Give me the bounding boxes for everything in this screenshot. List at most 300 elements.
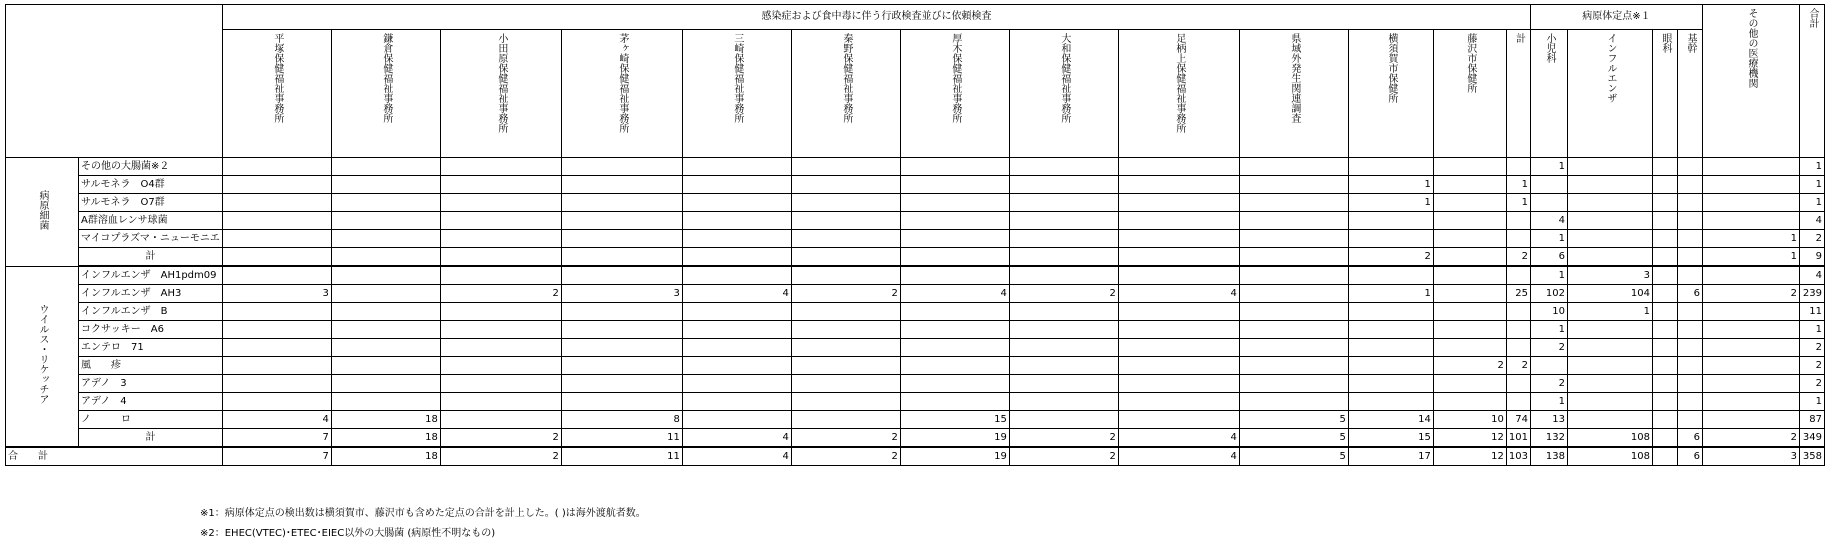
table-cell bbox=[1239, 212, 1348, 230]
table-cell bbox=[682, 411, 791, 429]
table-row bbox=[6, 375, 1825, 393]
table-cell: 2 bbox=[440, 429, 561, 448]
table-cell bbox=[1506, 375, 1530, 393]
table-cell bbox=[1009, 212, 1118, 230]
table-cell: 3 bbox=[1703, 447, 1800, 466]
group-header-admin-tests: 感染症および食中毒に伴う行政検査並びに依頼検査 bbox=[222, 5, 1530, 30]
table-cell: 2 bbox=[1531, 339, 1568, 357]
table-row bbox=[6, 303, 1825, 321]
table-cell bbox=[1703, 194, 1800, 212]
table-cell bbox=[561, 303, 682, 321]
table-cell bbox=[1239, 303, 1348, 321]
table-cell bbox=[1703, 303, 1800, 321]
table-cell bbox=[331, 212, 440, 230]
table-cell: 4 bbox=[1800, 212, 1825, 230]
table-cell bbox=[1653, 248, 1678, 267]
table-cell bbox=[1348, 158, 1433, 176]
table-cell bbox=[331, 285, 440, 303]
table-cell: 2 bbox=[1800, 230, 1825, 248]
table-cell: 6 bbox=[1678, 285, 1703, 303]
table-cell bbox=[1433, 230, 1506, 248]
row-label: エンテロ 71 bbox=[79, 339, 223, 357]
table-cell bbox=[900, 303, 1009, 321]
column-header: 足柄上保健福祉事務所 bbox=[1118, 30, 1239, 158]
table-row bbox=[6, 194, 1825, 212]
table-cell: 2 bbox=[791, 285, 900, 303]
table-cell: 8 bbox=[561, 411, 682, 429]
grand-total-label: 合 計 bbox=[6, 447, 223, 466]
table-cell: 15 bbox=[1348, 429, 1433, 448]
column-header: 鎌倉保健福祉事務所 bbox=[331, 30, 440, 158]
table-cell bbox=[1433, 339, 1506, 357]
table-cell bbox=[1568, 176, 1653, 194]
table-cell bbox=[1348, 266, 1433, 285]
table-cell bbox=[440, 158, 561, 176]
table-row bbox=[6, 230, 1825, 248]
table-cell bbox=[561, 393, 682, 411]
table-cell bbox=[1239, 158, 1348, 176]
table-cell bbox=[1118, 321, 1239, 339]
table-cell bbox=[331, 248, 440, 267]
table-cell bbox=[440, 266, 561, 285]
table-cell: 10 bbox=[1433, 411, 1506, 429]
table-cell bbox=[1703, 158, 1800, 176]
table-cell bbox=[1239, 321, 1348, 339]
table-cell bbox=[1506, 321, 1530, 339]
table-cell bbox=[440, 248, 561, 267]
table-cell bbox=[1653, 393, 1678, 411]
table-cell bbox=[440, 411, 561, 429]
table-cell bbox=[1703, 321, 1800, 339]
table-cell: 1 bbox=[1506, 176, 1530, 194]
table-cell bbox=[1118, 375, 1239, 393]
table-cell bbox=[900, 266, 1009, 285]
table-row bbox=[6, 248, 1825, 267]
table-cell bbox=[440, 357, 561, 375]
table-row bbox=[6, 357, 1825, 375]
table-cell: 2 bbox=[1703, 285, 1800, 303]
table-cell: 2 bbox=[1506, 357, 1530, 375]
table-row bbox=[6, 411, 1825, 429]
table-cell bbox=[331, 339, 440, 357]
table-cell bbox=[791, 321, 900, 339]
table-cell bbox=[1653, 339, 1678, 357]
table-cell bbox=[1653, 212, 1678, 230]
table-cell: 4 bbox=[1118, 447, 1239, 466]
table-row bbox=[6, 176, 1825, 194]
table-cell bbox=[791, 266, 900, 285]
table-cell bbox=[1348, 212, 1433, 230]
table-cell: 1 bbox=[1703, 230, 1800, 248]
header-grand-total: 合計 bbox=[1800, 5, 1825, 158]
table-cell: 1 bbox=[1531, 393, 1568, 411]
table-cell bbox=[1239, 357, 1348, 375]
table-cell bbox=[1433, 266, 1506, 285]
table-cell bbox=[1653, 357, 1678, 375]
table-cell: 5 bbox=[1239, 429, 1348, 448]
header-other-institutions: その他の医療機関 bbox=[1703, 5, 1800, 158]
table-cell bbox=[682, 194, 791, 212]
table-row bbox=[6, 447, 1825, 466]
table-cell bbox=[1118, 212, 1239, 230]
column-header: 眼科 bbox=[1653, 30, 1678, 158]
column-header: 県域外発生関連調査 bbox=[1239, 30, 1348, 158]
table-cell: 5 bbox=[1239, 411, 1348, 429]
table-cell bbox=[1678, 357, 1703, 375]
table-cell bbox=[682, 393, 791, 411]
subtotal-label: 計 bbox=[79, 429, 223, 448]
table-cell bbox=[440, 393, 561, 411]
column-header: 基幹 bbox=[1678, 30, 1703, 158]
table-cell: 4 bbox=[900, 285, 1009, 303]
table-cell bbox=[1433, 194, 1506, 212]
table-cell: 1 bbox=[1348, 176, 1433, 194]
table-cell bbox=[1678, 248, 1703, 267]
table-cell bbox=[222, 303, 331, 321]
row-label: 風 疹 bbox=[79, 357, 223, 375]
table-cell bbox=[682, 158, 791, 176]
table-cell bbox=[1348, 339, 1433, 357]
table-cell bbox=[791, 303, 900, 321]
table-cell bbox=[1348, 375, 1433, 393]
table-cell: 9 bbox=[1800, 248, 1825, 267]
table-cell: 18 bbox=[331, 429, 440, 448]
table-row bbox=[6, 339, 1825, 357]
table-cell bbox=[1118, 248, 1239, 267]
table-cell: 239 bbox=[1800, 285, 1825, 303]
table-cell bbox=[440, 194, 561, 212]
table-cell: 6 bbox=[1678, 429, 1703, 448]
table-cell: 6 bbox=[1531, 248, 1568, 267]
table-cell bbox=[1009, 339, 1118, 357]
table-cell: 132 bbox=[1531, 429, 1568, 448]
table-cell: 18 bbox=[331, 447, 440, 466]
table-cell bbox=[900, 357, 1009, 375]
table-cell bbox=[1703, 393, 1800, 411]
table-cell bbox=[900, 393, 1009, 411]
table-cell: 103 bbox=[1506, 447, 1530, 466]
table-cell bbox=[1531, 357, 1568, 375]
column-header: 小田原保健福祉事務所 bbox=[440, 30, 561, 158]
table-cell: 1 bbox=[1348, 285, 1433, 303]
table-cell bbox=[1506, 393, 1530, 411]
row-label: インフルエンザ B bbox=[79, 303, 223, 321]
table-cell bbox=[331, 321, 440, 339]
table-cell: 4 bbox=[682, 447, 791, 466]
table-cell bbox=[791, 194, 900, 212]
table-cell bbox=[440, 375, 561, 393]
table-cell bbox=[561, 266, 682, 285]
table-cell bbox=[1568, 248, 1653, 267]
table-cell bbox=[791, 411, 900, 429]
table-cell bbox=[1678, 375, 1703, 393]
table-cell bbox=[791, 339, 900, 357]
table-cell bbox=[1506, 158, 1530, 176]
row-label: A群溶血レンサ球菌 bbox=[79, 212, 223, 230]
table-cell: 2 bbox=[791, 447, 900, 466]
row-label: ノ ロ bbox=[79, 411, 223, 429]
table-cell bbox=[1678, 339, 1703, 357]
table-cell: 1 bbox=[1800, 393, 1825, 411]
table-cell: 7 bbox=[222, 429, 331, 448]
table-cell bbox=[1009, 375, 1118, 393]
table-cell: 18 bbox=[331, 411, 440, 429]
table-cell: 1 bbox=[1531, 230, 1568, 248]
footnote-1: ※1：病原体定点の検出数は横須賀市、藤沢市も含めた定点の合計を計上した。( )は海外渡航者数。 bbox=[200, 508, 646, 519]
table-cell: 4 bbox=[1118, 285, 1239, 303]
table-cell: 108 bbox=[1568, 429, 1653, 448]
table-cell bbox=[440, 212, 561, 230]
table-cell: 2 bbox=[1506, 248, 1530, 267]
table-cell bbox=[1506, 339, 1530, 357]
table-cell bbox=[1433, 303, 1506, 321]
table-cell bbox=[222, 176, 331, 194]
table-cell bbox=[561, 375, 682, 393]
table-cell bbox=[1678, 176, 1703, 194]
table-cell bbox=[1118, 393, 1239, 411]
row-label: アデノ 4 bbox=[79, 393, 223, 411]
table-cell bbox=[1678, 194, 1703, 212]
table-row bbox=[6, 321, 1825, 339]
table-cell: 1 bbox=[1531, 158, 1568, 176]
table-cell bbox=[791, 212, 900, 230]
table-cell bbox=[1653, 447, 1678, 466]
table-cell: 74 bbox=[1506, 411, 1530, 429]
table-cell: 1 bbox=[1506, 194, 1530, 212]
table-cell bbox=[1239, 339, 1348, 357]
table-cell bbox=[682, 375, 791, 393]
table-cell bbox=[222, 212, 331, 230]
table-cell: 349 bbox=[1800, 429, 1825, 448]
table-cell bbox=[1433, 158, 1506, 176]
table-cell bbox=[791, 158, 900, 176]
table-cell bbox=[1009, 176, 1118, 194]
table-cell bbox=[440, 230, 561, 248]
table-cell bbox=[1703, 266, 1800, 285]
table-cell bbox=[1239, 176, 1348, 194]
group-header-sentinel: 病原体定点※１ bbox=[1531, 5, 1703, 30]
table-cell bbox=[1653, 321, 1678, 339]
table-cell bbox=[682, 303, 791, 321]
pathogen-detection-table bbox=[5, 4, 1825, 466]
table-cell bbox=[1433, 285, 1506, 303]
table-cell: 2 bbox=[1531, 375, 1568, 393]
table-cell bbox=[1703, 375, 1800, 393]
table-cell bbox=[1568, 194, 1653, 212]
column-header: インフルエンザ bbox=[1568, 30, 1653, 158]
table-cell: 13 bbox=[1531, 411, 1568, 429]
table-cell bbox=[1678, 212, 1703, 230]
table-cell: 4 bbox=[682, 285, 791, 303]
table-cell bbox=[331, 194, 440, 212]
table-cell bbox=[1239, 230, 1348, 248]
table-cell bbox=[1506, 212, 1530, 230]
table-cell bbox=[331, 303, 440, 321]
table-cell bbox=[1678, 411, 1703, 429]
table-cell bbox=[682, 357, 791, 375]
table-cell: 138 bbox=[1531, 447, 1568, 466]
table-cell bbox=[791, 230, 900, 248]
table-cell bbox=[1703, 339, 1800, 357]
table-cell bbox=[1678, 393, 1703, 411]
table-cell bbox=[1653, 158, 1678, 176]
table-cell bbox=[682, 321, 791, 339]
table-cell bbox=[1433, 321, 1506, 339]
table-cell: 3 bbox=[222, 285, 331, 303]
table-cell bbox=[561, 230, 682, 248]
table-cell bbox=[682, 248, 791, 267]
table-cell: 25 bbox=[1506, 285, 1530, 303]
table-cell bbox=[1703, 357, 1800, 375]
table-cell bbox=[1678, 230, 1703, 248]
table-cell: 2 bbox=[1800, 375, 1825, 393]
table-cell bbox=[1433, 248, 1506, 267]
row-label: サルモネラ O7群 bbox=[79, 194, 223, 212]
table-cell: 1 bbox=[1703, 248, 1800, 267]
table-cell bbox=[1678, 321, 1703, 339]
table-cell bbox=[1348, 321, 1433, 339]
table-cell bbox=[1568, 230, 1653, 248]
table-cell: 4 bbox=[1118, 429, 1239, 448]
table-cell: 2 bbox=[1800, 357, 1825, 375]
column-header: 大和保健福祉事務所 bbox=[1009, 30, 1118, 158]
table-cell bbox=[682, 266, 791, 285]
table-cell bbox=[331, 375, 440, 393]
table-cell bbox=[1506, 266, 1530, 285]
table-cell bbox=[1348, 303, 1433, 321]
table-cell: 19 bbox=[900, 429, 1009, 448]
table-row bbox=[6, 266, 1825, 285]
table-cell bbox=[1678, 158, 1703, 176]
table-cell bbox=[900, 212, 1009, 230]
table-cell bbox=[1433, 375, 1506, 393]
table-cell bbox=[1009, 411, 1118, 429]
table-cell bbox=[440, 339, 561, 357]
table-cell bbox=[1009, 321, 1118, 339]
table-cell: 1 bbox=[1348, 194, 1433, 212]
table-cell bbox=[1239, 194, 1348, 212]
table-cell bbox=[1118, 194, 1239, 212]
table-cell bbox=[1433, 393, 1506, 411]
column-header: 計 bbox=[1506, 30, 1530, 158]
table-cell bbox=[1009, 158, 1118, 176]
table-cell: 1 bbox=[1531, 321, 1568, 339]
table-cell bbox=[682, 212, 791, 230]
table-cell bbox=[1118, 411, 1239, 429]
table-cell bbox=[222, 357, 331, 375]
category-virus: ウイルス・リケッチア bbox=[6, 266, 79, 447]
table-row bbox=[6, 393, 1825, 411]
table-cell bbox=[900, 248, 1009, 267]
row-label: コクサッキー A6 bbox=[79, 321, 223, 339]
table-row bbox=[6, 158, 1825, 176]
table-cell: 4 bbox=[222, 411, 331, 429]
table-cell: 358 bbox=[1800, 447, 1825, 466]
table-cell bbox=[900, 194, 1009, 212]
table-cell: 11 bbox=[1800, 303, 1825, 321]
header-corner bbox=[6, 5, 223, 158]
table-cell bbox=[1506, 230, 1530, 248]
table-cell: 104 bbox=[1568, 285, 1653, 303]
table-cell: 101 bbox=[1506, 429, 1530, 448]
table-cell bbox=[900, 176, 1009, 194]
table-cell bbox=[222, 158, 331, 176]
table-cell bbox=[900, 158, 1009, 176]
column-header: 三崎保健福祉事務所 bbox=[682, 30, 791, 158]
table-cell bbox=[1703, 212, 1800, 230]
table-cell bbox=[222, 375, 331, 393]
table-cell bbox=[440, 303, 561, 321]
row-label: その他の大腸菌※２ bbox=[79, 158, 223, 176]
table-cell bbox=[791, 357, 900, 375]
table-cell: 17 bbox=[1348, 447, 1433, 466]
table-cell bbox=[1653, 285, 1678, 303]
table-cell bbox=[222, 393, 331, 411]
row-label: サルモネラ O4群 bbox=[79, 176, 223, 194]
table-cell bbox=[331, 357, 440, 375]
table-cell: 1 bbox=[1800, 158, 1825, 176]
table-cell: 3 bbox=[561, 285, 682, 303]
table-cell bbox=[791, 248, 900, 267]
column-header: 横須賀市保健所 bbox=[1348, 30, 1433, 158]
table-cell: 5 bbox=[1239, 447, 1348, 466]
table-cell bbox=[1239, 248, 1348, 267]
table-cell bbox=[1653, 194, 1678, 212]
table-cell bbox=[1118, 176, 1239, 194]
table-cell bbox=[1678, 266, 1703, 285]
table-cell bbox=[1009, 357, 1118, 375]
table-cell bbox=[1568, 411, 1653, 429]
table-cell bbox=[900, 230, 1009, 248]
table-cell bbox=[1009, 194, 1118, 212]
table-cell bbox=[440, 176, 561, 194]
table-cell bbox=[1009, 248, 1118, 267]
table-cell: 12 bbox=[1433, 429, 1506, 448]
table-cell bbox=[1348, 393, 1433, 411]
table-cell bbox=[1568, 339, 1653, 357]
table-cell bbox=[561, 158, 682, 176]
table-cell bbox=[222, 230, 331, 248]
table-cell bbox=[222, 266, 331, 285]
table-cell bbox=[682, 176, 791, 194]
table-cell: 1 bbox=[1800, 321, 1825, 339]
table-cell bbox=[900, 321, 1009, 339]
table-cell: 2 bbox=[1009, 285, 1118, 303]
table-cell bbox=[561, 321, 682, 339]
table-cell bbox=[1009, 230, 1118, 248]
table-cell: 102 bbox=[1531, 285, 1568, 303]
table-cell bbox=[222, 248, 331, 267]
table-cell bbox=[1009, 303, 1118, 321]
table-cell bbox=[1118, 158, 1239, 176]
table-cell bbox=[331, 158, 440, 176]
table-cell bbox=[791, 393, 900, 411]
table-cell bbox=[1703, 411, 1800, 429]
row-label: アデノ 3 bbox=[79, 375, 223, 393]
table-cell bbox=[1653, 303, 1678, 321]
table-cell: 7 bbox=[222, 447, 331, 466]
table-cell: 108 bbox=[1568, 447, 1653, 466]
table-cell: 2 bbox=[440, 447, 561, 466]
table-cell bbox=[1118, 339, 1239, 357]
table-cell bbox=[561, 194, 682, 212]
table-cell bbox=[440, 321, 561, 339]
table-cell: 11 bbox=[561, 429, 682, 448]
table-cell bbox=[1348, 357, 1433, 375]
table-cell bbox=[1568, 158, 1653, 176]
table-cell: 2 bbox=[1703, 429, 1800, 448]
table-cell: 2 bbox=[1009, 447, 1118, 466]
